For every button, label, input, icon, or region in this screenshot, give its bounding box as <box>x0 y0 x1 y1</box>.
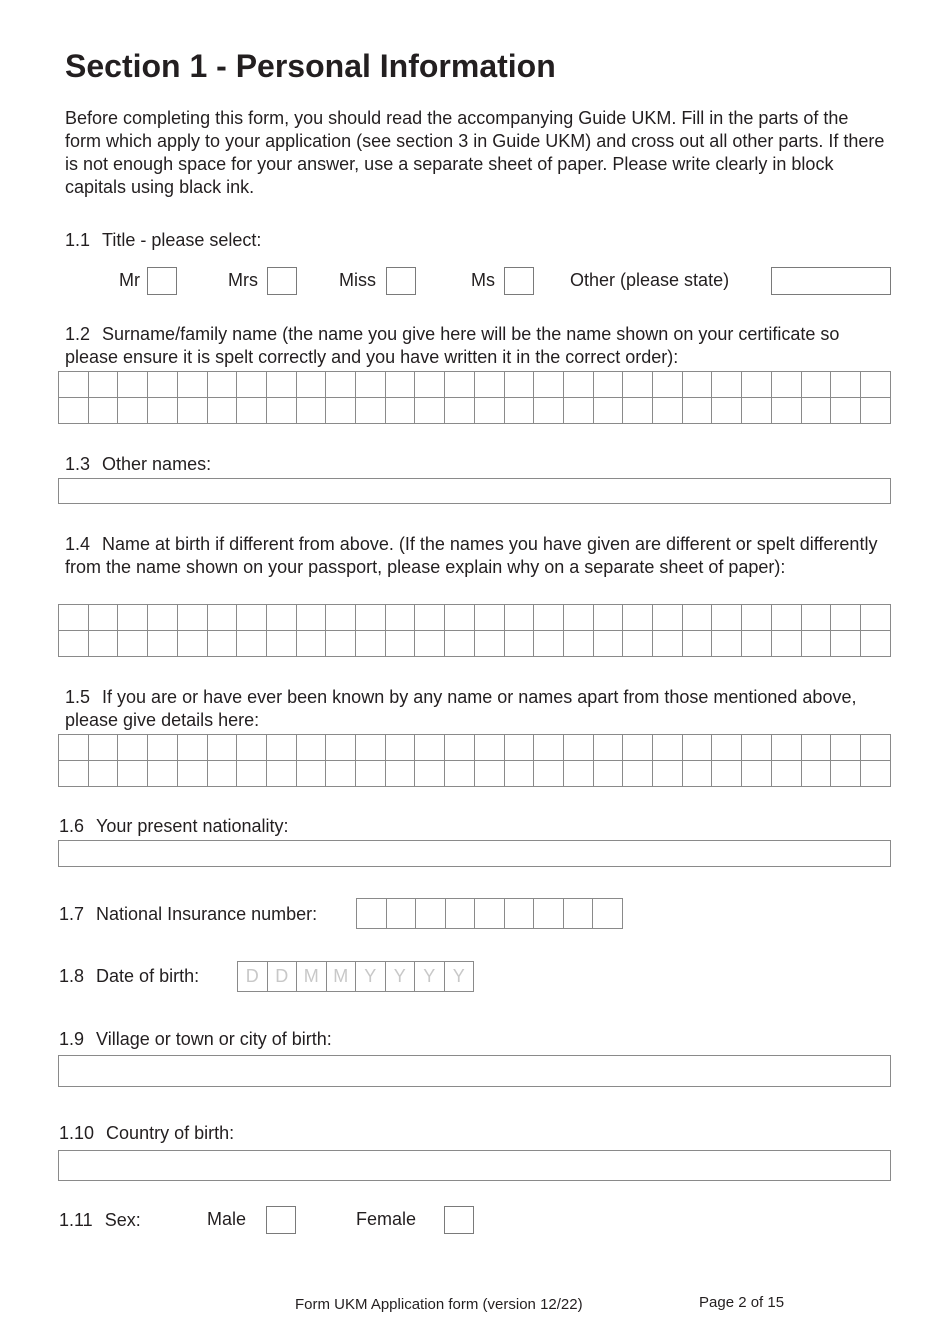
character-cell[interactable] <box>771 631 801 657</box>
sex-female-checkbox[interactable] <box>444 1206 474 1234</box>
character-cell[interactable] <box>712 631 742 657</box>
title-option-mrs-label: Mrs <box>228 270 258 290</box>
character-cell[interactable] <box>237 631 267 657</box>
title-option-mr-label: Mr <box>119 270 140 290</box>
dob-digit-box[interactable]: Y <box>415 962 445 992</box>
character-cell[interactable] <box>356 735 386 761</box>
character-cell[interactable] <box>88 398 118 424</box>
character-cell[interactable] <box>474 761 504 787</box>
character-cell[interactable] <box>385 372 415 398</box>
nationality-field[interactable] <box>58 840 891 867</box>
character-cell[interactable] <box>534 398 564 424</box>
character-cell[interactable] <box>563 398 593 424</box>
character-cell[interactable] <box>860 605 890 631</box>
character-cell[interactable] <box>682 761 712 787</box>
character-cell[interactable] <box>504 735 534 761</box>
character-cell[interactable] <box>801 372 831 398</box>
character-cell[interactable] <box>860 398 890 424</box>
character-cell[interactable] <box>177 761 207 787</box>
question-1-2 <box>65 323 885 369</box>
character-cell[interactable] <box>266 735 296 761</box>
question-number: 1.1 <box>65 230 91 250</box>
character-cell[interactable] <box>88 735 118 761</box>
sex-female-label: Female <box>356 1209 417 1229</box>
character-cell[interactable] <box>831 398 861 424</box>
place-of-birth-field[interactable] <box>58 1055 891 1087</box>
question-number: 1.10 <box>59 1123 95 1143</box>
ni-character-box[interactable] <box>386 899 416 929</box>
character-cell[interactable] <box>207 398 237 424</box>
character-cell[interactable] <box>177 372 207 398</box>
character-cell[interactable] <box>682 372 712 398</box>
title-miss-checkbox[interactable] <box>386 267 416 295</box>
character-cell[interactable] <box>623 372 653 398</box>
character-cell[interactable] <box>831 631 861 657</box>
character-cell[interactable] <box>742 761 772 787</box>
question-1-10 <box>59 1122 234 1145</box>
character-cell[interactable] <box>742 605 772 631</box>
character-cell[interactable] <box>177 631 207 657</box>
character-cell[interactable] <box>148 398 178 424</box>
question-label: Your present nationality: <box>96 816 289 836</box>
name-at-birth-character-grid[interactable] <box>58 604 891 657</box>
question-label: Sex: <box>104 1210 141 1230</box>
character-cell[interactable] <box>831 605 861 631</box>
question-number: 1.2 <box>65 324 91 344</box>
ni-character-box[interactable] <box>445 899 475 929</box>
character-cell[interactable] <box>385 735 415 761</box>
character-cell[interactable] <box>118 761 148 787</box>
character-cell[interactable] <box>296 761 326 787</box>
character-cell[interactable] <box>326 398 356 424</box>
character-cell[interactable] <box>593 605 623 631</box>
character-cell[interactable] <box>831 372 861 398</box>
title-option-ms-label: Ms <box>471 270 495 290</box>
character-cell[interactable] <box>118 398 148 424</box>
dob-digit-box[interactable]: Y <box>356 962 386 992</box>
character-cell[interactable] <box>148 372 178 398</box>
character-cell[interactable] <box>148 735 178 761</box>
character-cell[interactable] <box>504 631 534 657</box>
character-cell[interactable] <box>385 605 415 631</box>
character-cell[interactable] <box>860 761 890 787</box>
ni-character-box[interactable] <box>563 899 593 929</box>
dob-digit-box[interactable]: M <box>297 962 327 992</box>
title-other-input[interactable] <box>771 267 891 295</box>
question-1-11 <box>59 1209 141 1232</box>
dob-digit-box[interactable]: Y <box>444 962 474 992</box>
character-cell[interactable] <box>474 631 504 657</box>
character-cell[interactable] <box>445 761 475 787</box>
character-cell[interactable] <box>534 631 564 657</box>
character-cell[interactable] <box>59 398 89 424</box>
character-cell[interactable] <box>385 398 415 424</box>
character-cell[interactable] <box>653 631 683 657</box>
character-cell[interactable] <box>593 761 623 787</box>
character-cell[interactable] <box>623 735 653 761</box>
ni-character-box[interactable] <box>504 899 534 929</box>
character-cell[interactable] <box>445 735 475 761</box>
character-cell[interactable] <box>356 605 386 631</box>
dob-digit-box[interactable]: Y <box>385 962 415 992</box>
character-cell[interactable] <box>415 372 445 398</box>
character-cell[interactable] <box>712 372 742 398</box>
character-cell[interactable] <box>177 398 207 424</box>
character-cell[interactable] <box>623 398 653 424</box>
character-cell[interactable] <box>563 735 593 761</box>
title-ms-checkbox[interactable] <box>504 267 534 295</box>
dob-digit-box[interactable]: M <box>326 962 356 992</box>
dob-digit-box[interactable]: D <box>238 962 268 992</box>
character-cell[interactable] <box>860 735 890 761</box>
character-cell[interactable] <box>207 372 237 398</box>
character-cell[interactable] <box>59 605 89 631</box>
ni-character-box[interactable] <box>534 899 564 929</box>
character-cell[interactable] <box>207 761 237 787</box>
character-cell[interactable] <box>415 631 445 657</box>
character-cell[interactable] <box>415 398 445 424</box>
question-number: 1.9 <box>59 1029 85 1049</box>
question-1-6 <box>59 815 289 838</box>
character-cell[interactable] <box>771 398 801 424</box>
sex-male-checkbox[interactable] <box>266 1206 296 1234</box>
character-cell[interactable] <box>563 605 593 631</box>
title-mrs-checkbox[interactable] <box>267 267 297 295</box>
character-cell[interactable] <box>296 631 326 657</box>
character-cell[interactable] <box>415 761 445 787</box>
character-cell[interactable] <box>474 398 504 424</box>
character-cell[interactable] <box>712 761 742 787</box>
character-cell[interactable] <box>88 372 118 398</box>
character-cell[interactable] <box>445 605 475 631</box>
character-cell[interactable] <box>356 761 386 787</box>
character-cell[interactable] <box>237 372 267 398</box>
character-cell[interactable] <box>88 605 118 631</box>
question-1-4 <box>65 533 885 579</box>
character-cell[interactable] <box>266 398 296 424</box>
character-cell[interactable] <box>504 398 534 424</box>
character-cell[interactable] <box>326 372 356 398</box>
question-label: If you are or have ever been known by any name or names apart from those mentioned above, please give details here: <box>65 687 857 730</box>
character-cell[interactable] <box>682 398 712 424</box>
character-cell[interactable] <box>415 735 445 761</box>
character-cell[interactable] <box>356 631 386 657</box>
question-number: 1.5 <box>65 687 91 707</box>
character-cell[interactable] <box>445 398 475 424</box>
character-cell[interactable] <box>326 761 356 787</box>
character-cell[interactable] <box>742 631 772 657</box>
character-cell[interactable] <box>356 372 386 398</box>
character-cell[interactable] <box>504 605 534 631</box>
character-cell[interactable] <box>237 398 267 424</box>
surname-character-grid[interactable] <box>58 371 891 424</box>
character-cell[interactable] <box>237 735 267 761</box>
character-cell[interactable] <box>831 735 861 761</box>
character-cell[interactable] <box>653 761 683 787</box>
character-cell[interactable] <box>296 605 326 631</box>
character-cell[interactable] <box>266 372 296 398</box>
title-other-label: Other (please state) <box>570 270 730 290</box>
character-cell[interactable] <box>296 372 326 398</box>
character-cell[interactable] <box>801 631 831 657</box>
question-1-3 <box>65 453 211 476</box>
character-cell[interactable] <box>860 631 890 657</box>
character-cell[interactable] <box>504 761 534 787</box>
character-cell[interactable] <box>445 372 475 398</box>
question-label: Title - please select: <box>102 230 262 250</box>
question-1-8 <box>59 965 199 988</box>
intro-text: Before completing this form, you should read the accompanying Guide UKM. Fill in the parts of the form which apply to your application (see section 3 in Guide UKM) and cross out all other parts. If there is not enough space for your answer, use a separate sheet of paper. Please write clearly in block capitals using black ink. <box>65 108 885 197</box>
character-cell[interactable] <box>801 605 831 631</box>
other-known-names-character-grid[interactable] <box>58 734 891 787</box>
question-1-1 <box>65 229 261 252</box>
character-cell[interactable] <box>266 605 296 631</box>
character-cell[interactable] <box>118 605 148 631</box>
character-cell[interactable] <box>860 372 890 398</box>
date-of-birth-boxes[interactable] <box>237 961 474 992</box>
character-cell[interactable] <box>742 372 772 398</box>
question-number: 1.6 <box>59 816 85 836</box>
question-number: 1.3 <box>65 454 91 474</box>
character-cell[interactable] <box>801 735 831 761</box>
character-cell[interactable] <box>534 735 564 761</box>
character-cell[interactable] <box>296 735 326 761</box>
character-cell[interactable] <box>148 631 178 657</box>
character-cell[interactable] <box>563 761 593 787</box>
footer-page-number: Page 2 of 15 <box>699 1294 785 1311</box>
character-cell[interactable] <box>356 398 386 424</box>
ni-character-box[interactable] <box>416 899 446 929</box>
character-cell[interactable] <box>504 372 534 398</box>
character-cell[interactable] <box>207 631 237 657</box>
character-cell[interactable] <box>771 735 801 761</box>
character-cell[interactable] <box>59 372 89 398</box>
other-names-field[interactable] <box>58 478 891 504</box>
character-cell[interactable] <box>177 735 207 761</box>
ni-character-box[interactable] <box>593 899 623 929</box>
character-cell[interactable] <box>623 761 653 787</box>
character-cell[interactable] <box>653 605 683 631</box>
character-cell[interactable] <box>623 631 653 657</box>
character-cell[interactable] <box>207 605 237 631</box>
character-cell[interactable] <box>59 735 89 761</box>
character-cell[interactable] <box>623 605 653 631</box>
character-cell[interactable] <box>742 735 772 761</box>
dob-digit-box[interactable]: D <box>267 962 297 992</box>
question-number: 1.4 <box>65 534 91 554</box>
question-label: Name at birth if different from above. (If the names you have given are different or spelt differently from the name shown on your passport, please explain why on a separate sheet of paper): <box>65 534 878 577</box>
character-cell[interactable] <box>682 605 712 631</box>
ni-character-box[interactable] <box>357 899 387 929</box>
title-option-miss-label: Miss <box>339 270 376 290</box>
character-cell[interactable] <box>801 398 831 424</box>
question-label: Country of birth: <box>106 1123 235 1143</box>
question-number: 1.8 <box>59 966 85 986</box>
character-cell[interactable] <box>593 735 623 761</box>
character-cell[interactable] <box>563 372 593 398</box>
character-cell[interactable] <box>177 605 207 631</box>
question-1-9 <box>59 1028 332 1051</box>
character-cell[interactable] <box>712 735 742 761</box>
character-cell[interactable] <box>118 735 148 761</box>
question-number: 1.11 <box>59 1210 93 1230</box>
character-cell[interactable] <box>326 605 356 631</box>
character-cell[interactable] <box>831 761 861 787</box>
character-cell[interactable] <box>682 735 712 761</box>
sex-male-label: Male <box>207 1209 247 1229</box>
character-cell[interactable] <box>474 735 504 761</box>
character-cell[interactable] <box>148 605 178 631</box>
character-cell[interactable] <box>237 761 267 787</box>
character-cell[interactable] <box>682 631 712 657</box>
character-cell[interactable] <box>771 372 801 398</box>
character-cell[interactable] <box>801 761 831 787</box>
character-cell[interactable] <box>653 735 683 761</box>
character-cell[interactable] <box>415 605 445 631</box>
question-number: 1.7 <box>59 904 85 924</box>
character-cell[interactable] <box>474 605 504 631</box>
title-mr-checkbox[interactable] <box>147 267 177 295</box>
character-cell[interactable] <box>118 631 148 657</box>
question-1-5 <box>65 686 885 732</box>
character-cell[interactable] <box>771 605 801 631</box>
character-cell[interactable] <box>118 372 148 398</box>
character-cell[interactable] <box>653 372 683 398</box>
character-cell[interactable] <box>326 631 356 657</box>
character-cell[interactable] <box>148 761 178 787</box>
character-cell[interactable] <box>385 631 415 657</box>
country-of-birth-field[interactable] <box>58 1150 891 1181</box>
section-title: Section 1 - Personal Information <box>65 48 556 84</box>
character-cell[interactable] <box>474 372 504 398</box>
character-cell[interactable] <box>266 761 296 787</box>
character-cell[interactable] <box>593 631 623 657</box>
character-cell[interactable] <box>237 605 267 631</box>
character-cell[interactable] <box>88 631 118 657</box>
character-cell[interactable] <box>296 398 326 424</box>
character-cell[interactable] <box>712 605 742 631</box>
character-cell[interactable] <box>385 761 415 787</box>
character-cell[interactable] <box>563 631 593 657</box>
footer-form-name: Form UKM Application form (version 12/22) <box>295 1296 583 1313</box>
character-cell[interactable] <box>653 398 683 424</box>
question-label: Other names: <box>102 454 212 474</box>
character-cell[interactable] <box>326 735 356 761</box>
character-cell[interactable] <box>534 372 564 398</box>
character-cell[interactable] <box>88 761 118 787</box>
ni-character-box[interactable] <box>475 899 505 929</box>
character-cell[interactable] <box>207 735 237 761</box>
character-cell[interactable] <box>59 761 89 787</box>
national-insurance-number-boxes[interactable] <box>356 898 623 929</box>
character-cell[interactable] <box>593 398 623 424</box>
character-cell[interactable] <box>266 631 296 657</box>
character-cell[interactable] <box>771 761 801 787</box>
character-cell[interactable] <box>534 605 564 631</box>
question-label: Village or town or city of birth: <box>96 1029 332 1049</box>
character-cell[interactable] <box>445 631 475 657</box>
character-cell[interactable] <box>59 631 89 657</box>
question-label: National Insurance number: <box>96 904 318 924</box>
question-1-7 <box>59 903 317 926</box>
character-cell[interactable] <box>712 398 742 424</box>
character-cell[interactable] <box>593 372 623 398</box>
character-cell[interactable] <box>742 398 772 424</box>
question-label: Surname/family name (the name you give here will be the name shown on your certificate so please ensure it is spelt correctly and you have written it in the correct order): <box>65 324 840 367</box>
question-label: Date of birth: <box>96 966 200 986</box>
character-cell[interactable] <box>534 761 564 787</box>
